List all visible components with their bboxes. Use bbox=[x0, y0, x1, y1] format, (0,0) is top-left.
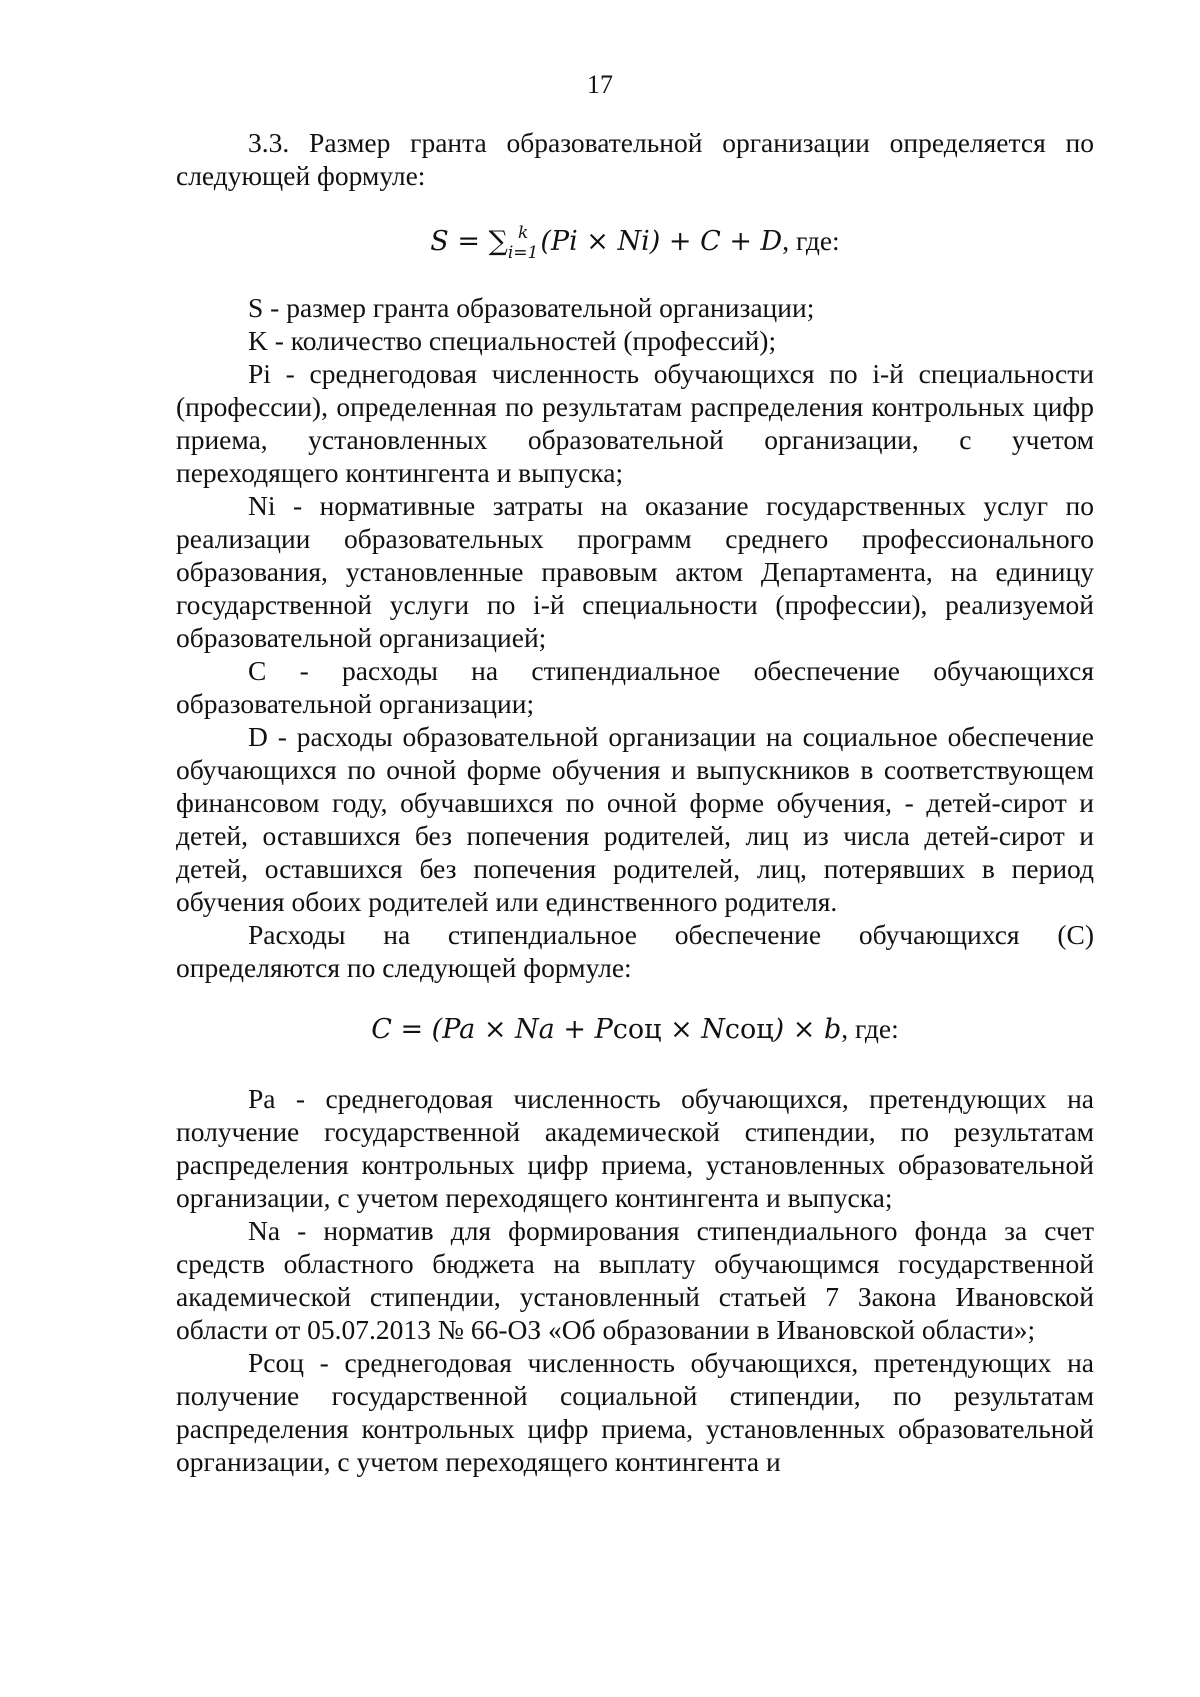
formula-scholarship bbox=[176, 1012, 1094, 1046]
formula-s-sum-upper: k bbox=[517, 222, 529, 243]
formula-c-soc-1: соц bbox=[612, 1013, 662, 1045]
definition-ni: Ni - нормативные затраты на оказание государственных услуг по реализации образовательных программ среднего профессионального образования, установленные правовым актом Департамента, на единицу государственной услуги по i-й специальности (профессии), реализуемой образовательной организацией; bbox=[176, 489, 1094, 653]
definition-psoc: Pсоц - среднегодовая численность обучающихся, претендующих на получение государственной социальной стипендии, по результатам распределения контрольных цифр приема, установленных образовательной организации, с учетом переходящего контингента и bbox=[176, 1346, 1094, 1477]
formula-s-sum-sign: ∑ bbox=[488, 226, 508, 257]
formula-c-start: C = (Pa × Na + P bbox=[371, 1013, 613, 1045]
page-number: 17 bbox=[587, 70, 613, 99]
formula-s-sum-lower: i=1 bbox=[507, 242, 539, 263]
formula-c-mid: × N bbox=[661, 1013, 725, 1045]
formula-grant-size bbox=[176, 222, 1094, 263]
definition-c: C - расходы на стипендиальное обеспечение обучающихся образовательной организации; bbox=[176, 654, 1094, 719]
document-body bbox=[176, 126, 1094, 1478]
formula-c-end: ) × b bbox=[773, 1013, 842, 1045]
formula-s-tail: , где: bbox=[782, 225, 840, 256]
definition-k: K - количество специальностей (профессий); bbox=[248, 324, 777, 356]
formula-s-body: (Pi × Ni) + C + D bbox=[540, 226, 783, 257]
formula-s-eq: = bbox=[448, 226, 489, 257]
formula-c-soc-2: соц bbox=[724, 1013, 774, 1045]
formula-c-tail: , где: bbox=[841, 1012, 899, 1044]
definition-na: Na - норматив для формирования стипендиального фонда за счет средств областного бюджета на выплату обучающимся государственной академической стипендии, установленный статьей 7 Закона Ивановской области от 05.07.2013 № 66-ОЗ «Об образовании в Ивановской области»; bbox=[176, 1214, 1094, 1345]
definition-s: S - размер гранта образовательной организации; bbox=[248, 291, 815, 323]
formula-s-lhs: S bbox=[430, 226, 449, 257]
paragraph-c-intro: Расходы на стипендиальное обеспечение обучающихся (C) определяются по следующей формуле: bbox=[176, 918, 1094, 983]
paragraph-intro: 3.3. Размер гранта образовательной организации определяется по следующей формуле: bbox=[176, 127, 1094, 191]
definition-pa: Pa - среднегодовая численность обучающихся, претендующих на получение государственной академической стипендии, по результатам распределения контрольных цифр приема, установленных образовательной организации, с учетом переходящего контингента и выпуска; bbox=[176, 1082, 1094, 1213]
definition-pi: Pi - среднегодовая численность обучающихся по i-й специальности (профессии), определенная по результатам распределения контрольных цифр приема, установленных образовательной организации, с учетом переходящего контингента и выпуска; bbox=[176, 357, 1094, 488]
definition-d: D - расходы образовательной организации на социальное обеспечение обучающихся по очной форме обучения и выпускников в соответствующем финансовом году, обучавшихся по очной форме обучения, - детей-сирот и детей, оставшихся без попечения родителей, лиц из числа детей-сирот и детей, оставшихся без попечения родителей, лиц, потерявших в период обучения обоих родителей или единственного родителя. bbox=[176, 720, 1094, 917]
